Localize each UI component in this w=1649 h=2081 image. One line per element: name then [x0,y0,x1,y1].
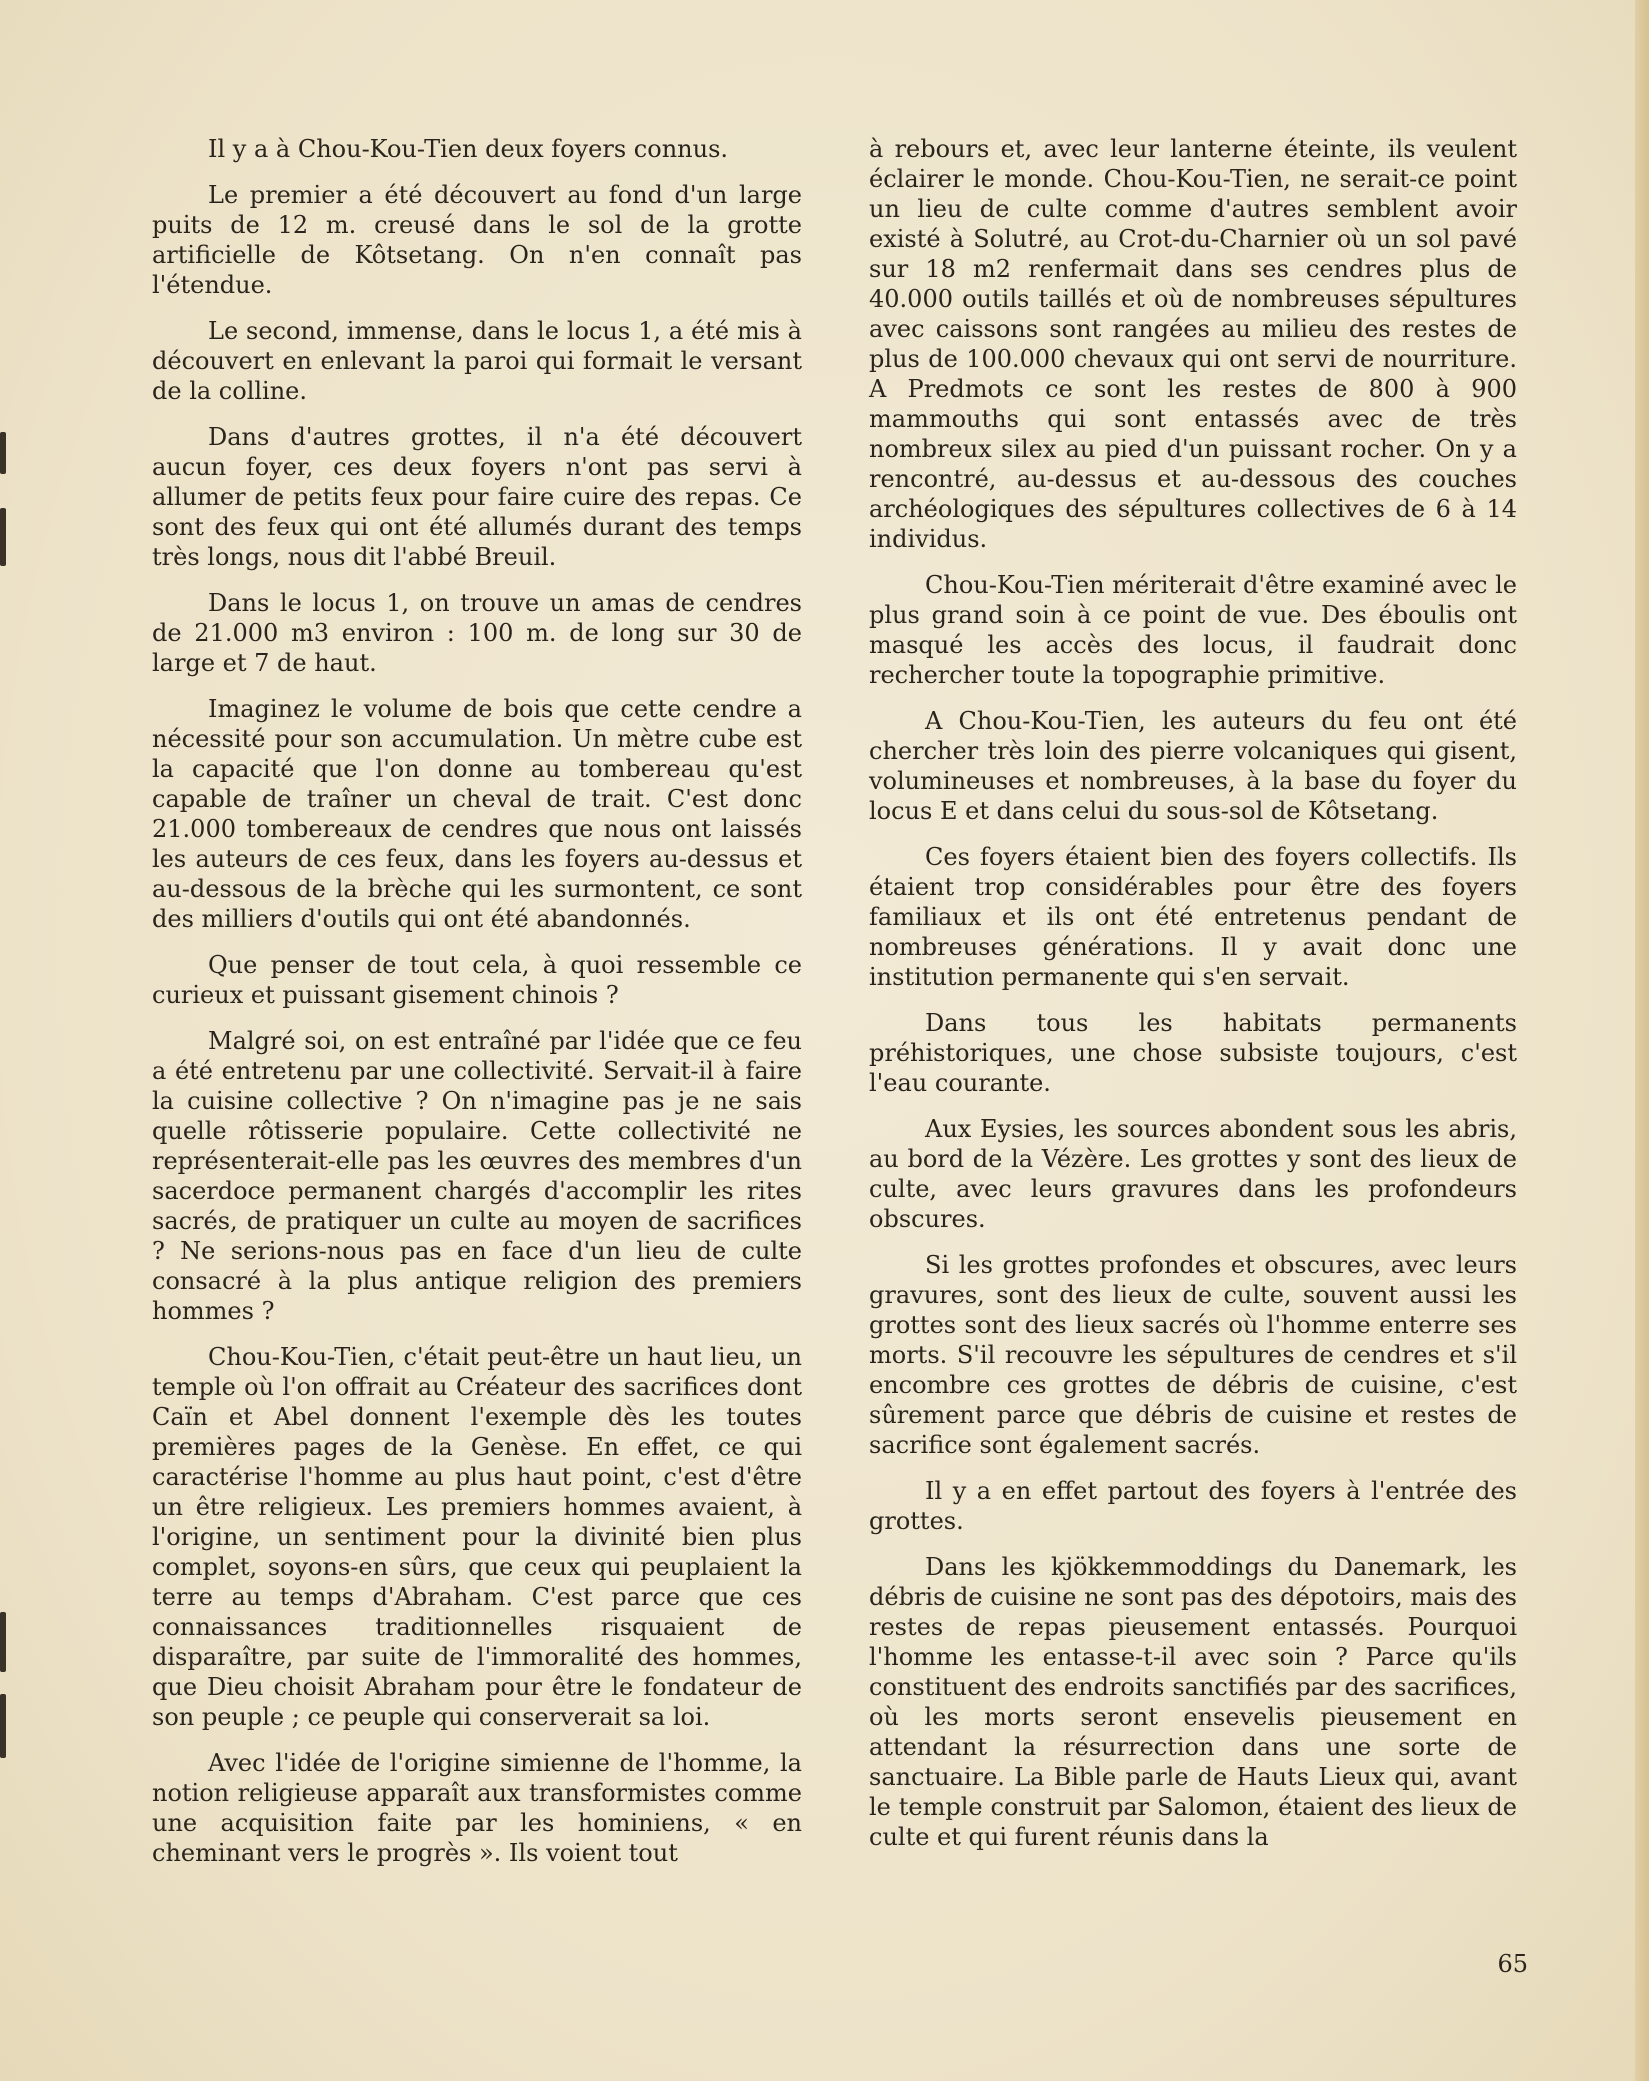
binding-mark [0,508,6,566]
page-number: 65 [1497,1950,1528,1978]
paragraph: Il y a en effet partout des foyers à l'entrée des grottes. [869,1477,1517,1535]
paragraph: Chou-Kou-Tien, c'était peut-être un haut lieu, un temple où l'on offrait au Créateur des sacrifices dont Caïn et Abel donnent l'exemple dès les toutes premières pages de la Genèse. En effet, ce qui caractérise l'homme au plus haut point, c'est d'être un être religieux. Les premiers hommes avaient, à l'origine, un sentiment pour la divinité bien plus complet, soyons-en sûrs, que ceux qui peuplaient la terre au temps d'Abraham. C'est parce que ces connaissances traditionnelles risquaient de disparaître, par suite de l'immoralité des hommes, que Dieu choisit Abraham pour être le fondateur de son peuple ; ce peuple qui conserverait sa loi. [152,1343,802,1731]
paragraph: Si les grottes profondes et obscures, avec leurs gravures, sont des lieux de culte, souvent aussi les grottes sont des lieux sacrés où l'homme enterre ses morts. S'il recouvre les sépultures de cendres et s'il encombre ces grottes de débris de cuisine, c'est sûrement parce que débris de cuisine et restes de sacrifice sont également sacrés. [869,1251,1517,1459]
paragraph: Le premier a été découvert au fond d'un large puits de 12 m. creusé dans le sol de la grotte artificielle de Kôtsetang. On n'en connaît pas l'étendue. [152,181,802,299]
paragraph: Dans le locus 1, on trouve un amas de cendres de 21.000 m3 environ : 100 m. de long sur 30 de large et 7 de haut. [152,589,802,677]
paragraph: Ces foyers étaient bien des foyers collectifs. Ils étaient trop considérables pour être des foyers familiaux et ils ont été entretenus pendant de nombreuses générations. Il y avait donc une institution permanente qui s'en servait. [869,843,1517,991]
binding-mark [0,432,6,474]
paragraph-continuation: à rebours et, avec leur lanterne éteinte, ils veulent éclairer le monde. Chou-Kou-Tien, ne serait-ce point un lieu de culte comme d'autres semblent avoir existé à Solutré, au Crot-du-Charnier où un sol pavé sur 18 m2 renfermait dans ses cendres plus de 40.000 outils taillés et où de nombreuses sépultures avec caissons sont rangées au milieu des restes de plus de 100.000 chevaux qui ont servi de nourriture. A Predmots ce sont les restes de 800 à 900 mammouths qui sont entassés avec de très nombreux silex au pied d'un puissant rocher. On y a rencontré, au-dessus et au-dessous des couches archéologiques des sépultures collectives de 6 à 14 individus. [869,135,1517,553]
right-column [869,134,1517,1868]
paragraph: Que penser de tout cela, à quoi ressemble ce curieux et puissant gisement chinois ? [152,951,802,1009]
paragraph: Chou-Kou-Tien mériterait d'être examiné avec le plus grand soin à ce point de vue. Des éboulis ont masqué les accès des locus, il faudrait donc rechercher toute la topographie primitive. [869,571,1517,689]
paragraph: A Chou-Kou-Tien, les auteurs du feu ont été chercher très loin des pierre volcaniques qui gisent, volumineuses et nombreuses, à la base du foyer du locus E et dans celui du sous-sol de Kôtsetang. [869,707,1517,825]
binding-mark [0,1694,6,1758]
paragraph: Il y a à Chou-Kou-Tien deux foyers connus. [208,135,729,163]
paragraph: Dans d'autres grottes, il n'a été découvert aucun foyer, ces deux foyers n'ont pas servi à allumer de petits feux pour faire cuire des repas. Ce sont des feux qui ont été allumés durant des temps très longs, nous dit l'abbé Breuil. [152,423,802,571]
paragraph: Dans les kjökkemmoddings du Danemark, les débris de cuisine ne sont pas des dépotoirs, mais des restes de repas pieusement entassés. Pourquoi l'homme les entasse-t-il avec soin ? Parce qu'ils constituent des endroits sanctifiés par des sacrifices, où les morts seront ensevelis pieusement en attendant la résurrection dans une sorte de sanctuaire. La Bible parle de Hauts Lieux qui, avant le temple construit par Salomon, étaient des lieux de culte et qui furent réunis dans la [869,1553,1517,1851]
paragraph: Imaginez le volume de bois que cette cendre a nécessité pour son accumulation. Un mètre cube est la capacité que l'on donne au tombereau qu'est capable de traîner un cheval de trait. C'est donc 21.000 tombereaux de cendres que nous ont laissés les auteurs de ces feux, dans les foyers au-dessus et au-dessous de la brèche qui les surmontent, ce sont des milliers d'outils qui ont été abandonnés. [152,695,802,933]
paragraph: Malgré soi, on est entraîné par l'idée que ce feu a été entretenu par une collectivité. Servait-il à faire la cuisine collective ? On n'imagine pas je ne sais quelle rôtisserie populaire. Cette collectivité ne représenterait-elle pas les œuvres des membres d'un sacerdoce permanent chargés d'accomplir les rites sacrés, de pratiquer un culte au moyen de sacrifices ? Ne serions-nous pas en face d'un lieu de culte consacré à la plus antique religion des premiers hommes ? [152,1027,802,1325]
paragraph: Le second, immense, dans le locus 1, a été mis à découvert en enlevant la paroi qui formait le versant de la colline. [152,317,802,405]
paragraph: Dans tous les habitats permanents préhistoriques, une chose subsiste toujours, c'est l'eau courante. [869,1009,1517,1097]
binding-mark [0,1612,6,1672]
paragraph: Avec l'idée de l'origine simienne de l'homme, la notion religieuse apparaît aux transformistes comme une acquisition faite par les hominiens, « en cheminant vers le progrès ». Ils voient tout [152,1749,802,1867]
left-column [152,134,802,1884]
paragraph: Aux Eysies, les sources abondent sous les abris, au bord de la Vézère. Les grottes y sont des lieux de culte, avec leurs gravures dans les profondeurs obscures. [869,1115,1517,1233]
page-edge [1635,0,1649,2081]
